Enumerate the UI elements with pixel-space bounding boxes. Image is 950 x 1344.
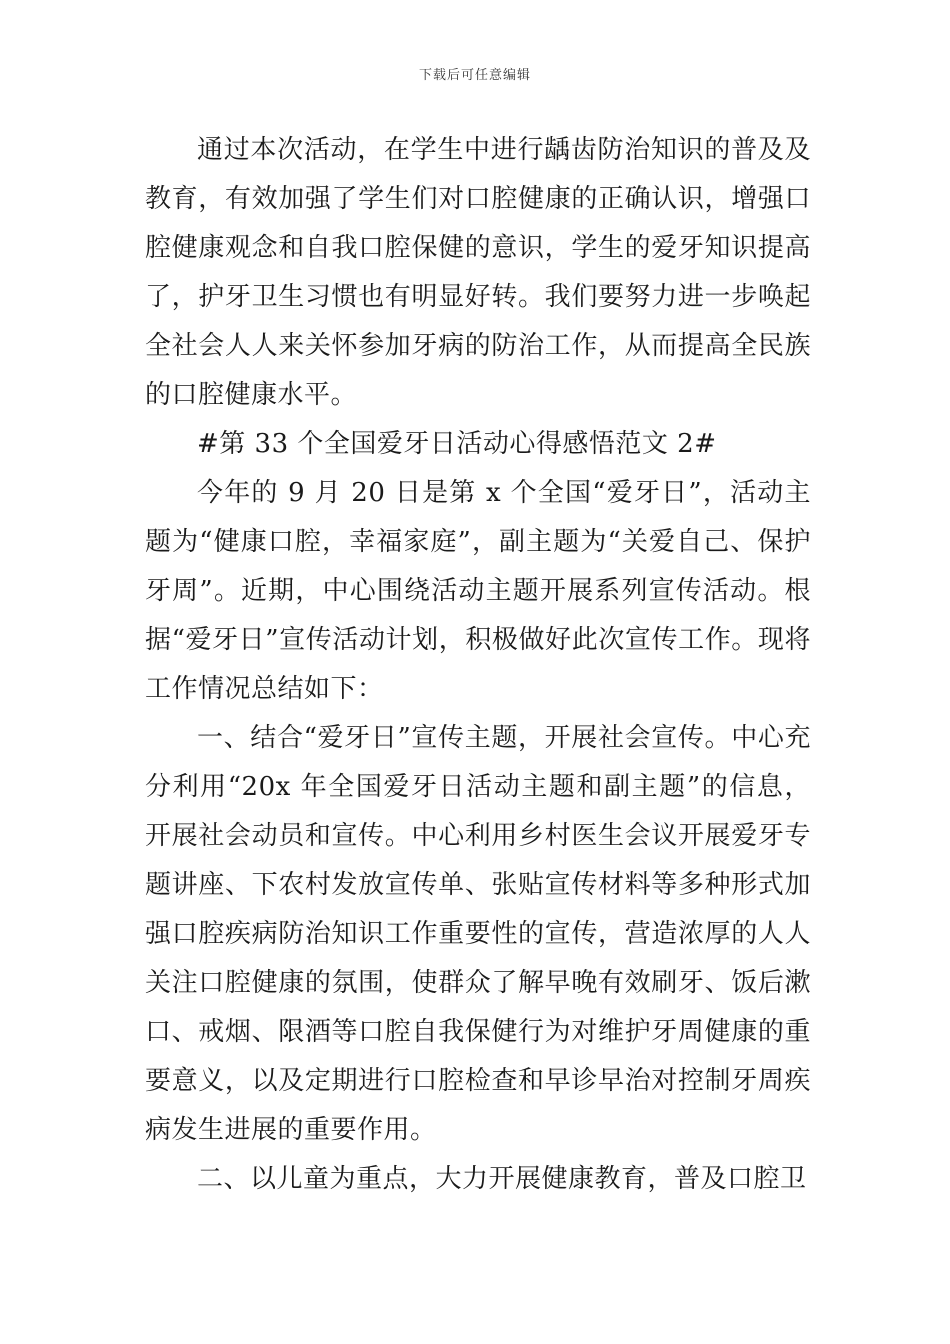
- document-body: [145, 126, 811, 1204]
- page-header-note: 下载后可任意编辑: [418, 68, 531, 83]
- paragraph-activity-summary: 通过本次活动，在学生中进行龋齿防治知识的普及及教育，有效加强了学生们对口腔健康的正确认识，增强口腔健康观念和自我口腔保健的意识，学生的爱牙知识提高了，护牙卫生习惯也有明显好转。我们要努力进一步唤起全社会人人来关怀参加牙病的防治工作，从而提高全民族的口腔健康水平。: [145, 135, 811, 410]
- paragraph-point-one: 一、结合“爱牙日”宣传主题，开展社会宣传。中心充分利用“20x 年全国爱牙日活动主题和副主题”的信息，开展社会动员和宣传。中心利用乡村医生会议开展爱牙专题讲座、下农村发放宣传单、张贴宣传材料等多种形式加强口腔疾病防治知识工作重要性的宣传，营造浓厚的人人关注口腔健康的氛围，使群众了解早晚有效刷牙、饭后漱口、戒烟、限酒等口腔自我保健行为对维护牙周健康的重要意义，以及定期进行口腔检查和早诊早治对控制牙周疾病发生进展的重要作用。: [145, 723, 811, 1145]
- paragraph-point-two: 二、以儿童为重点，大力开展健康教育，普及口腔卫: [197, 1164, 807, 1194]
- section-heading: #第 33 个全国爱牙日活动心得感悟范文 2#: [197, 429, 717, 459]
- paragraph-intro: 今年的 9 月 20 日是第 x 个全国“爱牙日”，活动主题为“健康口腔，幸福家庭”，副主题为“关爱自己、保护牙周”。近期，中心围绕活动主题开展系列宣传活动。根据“爱牙日”宣传活动计划，积极做好此次宣传工作。现将工作情况总结如下：: [145, 478, 811, 704]
